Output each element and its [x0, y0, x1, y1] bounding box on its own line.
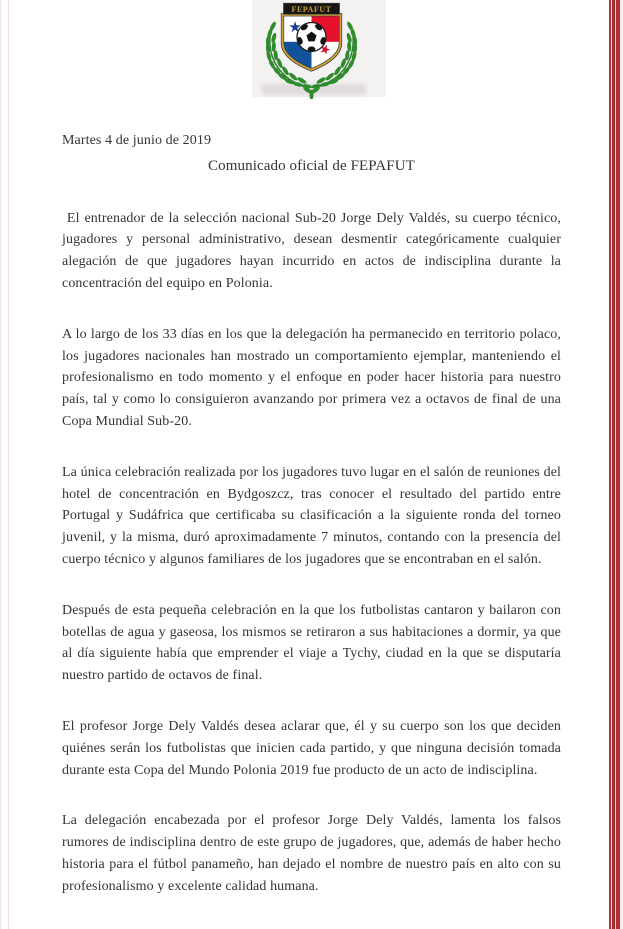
paragraph-celebration: La única celebración realizada por los jugadores tuvo lugar en el salón de reuniones del hotel de concentración en Bydgoszcz, tras conocer el resultado del partido entre Portugal y Sudáfrica que certificaba su clasificación a la siguiente ronda del torneo juvenil, y la misma, duró aproximadamente 7 minutos, contando con la presencia del cuerpo técnico y algunos familiares de los jugadores que se encontraban en el salón.	[62, 464, 561, 567]
left-edge-stripes	[0, 0, 12, 929]
paragraph-after-celebration: Después de esta pequeña celebración en la que los futbolistas cantaron y bailaron con botellas de agua y gaseosa, los mismos se retiraron a sus habitaciones a dormir, ya que al día siguiente había que emprender el viaje a Tychy, ciudad en la que se disputaría nuestro partido de octavos de final.	[62, 602, 561, 684]
paragraph-delegation-regret: La delegación encabezada por el profesor Jorge Dely Valdés, lamenta los falsos rumores de indisciplina dentro de este grupo de jugadores, que, además de haber hecho historia para el fútbol panameño, han dejado el nombre de nuestro país en alto con su profesionalismo y excelente calidad humana.	[62, 813, 561, 894]
document-title: Comunicado oficial de FEPAFUT	[208, 157, 415, 174]
crest-banner-text: FEPAFUT	[291, 4, 332, 14]
paragraph-coach-clarification: El profesor Jorge Dely Valdés desea aclarar que, él y su cuerpo son los que deciden quiénes serán los futbolistas que inicien cada partido, y que ninguna decisión tomada durante esta Copa del Mundo Polonia 2019 fue producto de un acto de indisciplina.	[62, 718, 561, 778]
right-edge-stripes	[609, 0, 623, 929]
document-body	[62, 0, 561, 898]
date-line: Martes 4 de junio de 2019	[62, 133, 212, 148]
paragraph-denial: El entrenador de la selección nacional Sub-20 Jorge Dely Valdés, su cuerpo técnico, jugadores y personal administrativo, desean desmentir categóricamente cualquier alegación de que jugadores hayan incurrido en actos de indisciplina durante la concentración del equipo en Polonia.	[62, 210, 561, 291]
paragraph-behavior: A lo largo de los 33 días en los que la delegación ha permanecido en territorio polaco, los jugadores nacionales han mostrado un comportamiento ejemplar, manteniendo el profesionalismo en todo momento y el enfoque en poder hacer historia para nuestro país, tal y como lo consiguieron avanzando por primera vez a octavos de final de una Copa Mundial Sub-20.	[62, 326, 561, 429]
